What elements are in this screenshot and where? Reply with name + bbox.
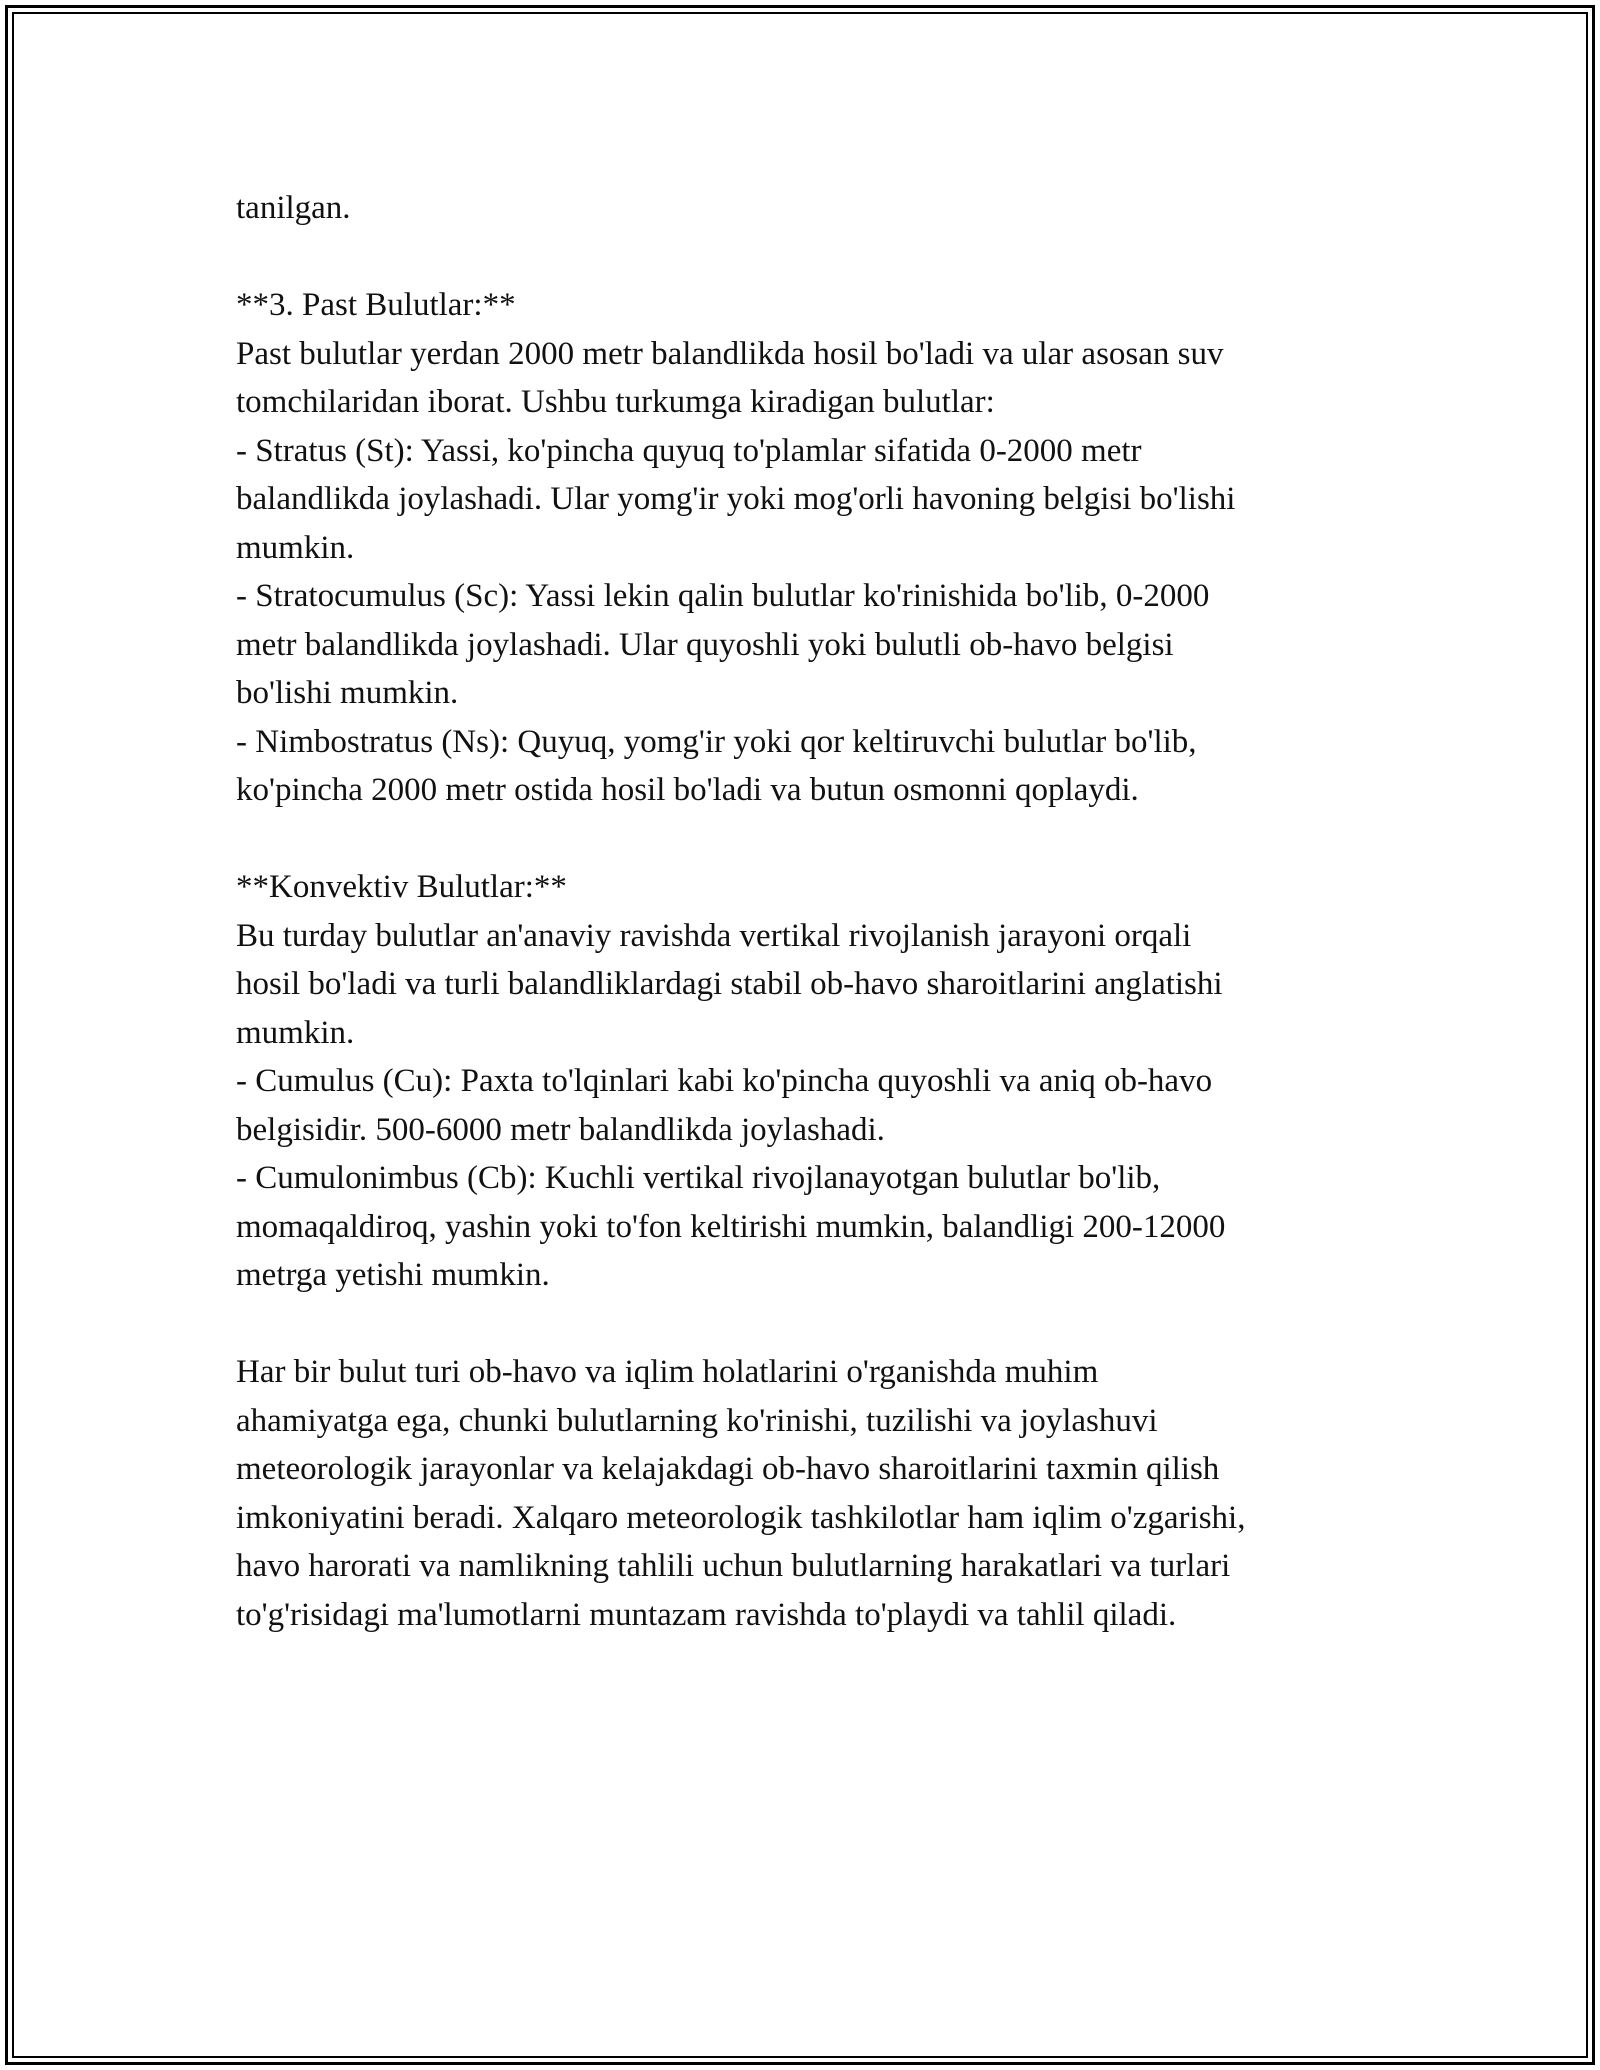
text-line: metrga yetishi mumkin. xyxy=(236,1257,550,1293)
text-line: mumkin. xyxy=(236,1014,355,1051)
text-line: Har bir bulut turi ob-havo va iqlim holatlarini o'rganishda muhim xyxy=(236,1354,1099,1390)
text-line: belgisidir. 500-6000 metr balandlikda joylashadi. xyxy=(236,1111,885,1148)
text-line: ko'pincha 2000 metr ostida hosil bo'ladi va butun osmonni qoplaydi. xyxy=(236,772,1139,808)
list-item-line: - Cumulonimbus (Cb): Kuchli vertikal rivojlanayotgan bulutlar bo'lib, xyxy=(236,1160,1161,1196)
list-item-line: - Stratus (St): Yassi, ko'pincha quyuq to'plamlar sifatida 0-2000 metr xyxy=(236,432,1142,469)
text-line: balandlikda joylashadi. Ular yomg'ir yoki mog'orli havoning belgisi bo'lishi xyxy=(236,481,1236,517)
text-line: tomchilaridan iborat. Ushbu turkumga kiradigan bulutlar: xyxy=(236,384,995,420)
text-line: meteorologik jarayonlar va kelajakdagi ob-havo sharoitlarini taxmin qilish xyxy=(236,1451,1220,1487)
text-line: havo harorati va namlikning tahlili uchun bulutlarning harakatlari va turlari xyxy=(236,1548,1231,1584)
blank-line xyxy=(236,233,1386,282)
text-line: to'g'risidagi ma'lumotlarni muntazam ravishda to'playdi va tahlil qiladi. xyxy=(236,1596,1177,1633)
blank-line xyxy=(236,815,1386,864)
text-line: hosil bo'ladi va turli balandliklardagi stabil ob-havo sharoitlarini anglatishi xyxy=(236,966,1223,1002)
text-line: metr balandlikda joylashadi. Ular quyoshli yoki bulutli ob-havo belgisi xyxy=(236,626,1174,663)
section-heading: **3. Past Bulutlar:** xyxy=(236,287,516,323)
blank-line xyxy=(236,1300,1386,1349)
text-line: tanilgan. xyxy=(236,190,351,226)
text-line: imkoniyatini beradi. Xalqaro meteorologik tashkilotlar ham iqlim o'zgarishi, xyxy=(236,1499,1246,1536)
text-line: ahamiyatga ega, chunki bulutlarning ko'rinishi, tuzilishi va joylashuvi xyxy=(236,1402,1158,1439)
document-body xyxy=(236,184,1386,1639)
text-line: Past bulutlar yerdan 2000 metr balandlikda hosil bo'ladi va ular asosan suv xyxy=(236,335,1224,372)
list-item-line: - Stratocumulus (Sc): Yassi lekin qalin bulutlar ko'rinishida bo'lib, 0-2000 xyxy=(236,578,1210,614)
text-line: bo'lishi mumkin. xyxy=(236,675,459,711)
list-item-line: - Nimbostratus (Ns): Quyuq, yomg'ir yoki qor keltiruvchi bulutlar bo'lib, xyxy=(236,723,1197,760)
section-heading: **Konvektiv Bulutlar:** xyxy=(236,869,567,905)
text-line: Bu turday bulutlar an'anaviy ravishda vertikal rivojlanish jarayoni orqali xyxy=(236,917,1192,954)
list-item-line: - Cumulus (Cu): Paxta to'lqinlari kabi ko'pincha quyoshli va aniq ob-havo xyxy=(236,1063,1213,1099)
text-line: mumkin. xyxy=(236,529,355,566)
text-line: momaqaldiroq, yashin yoki to'fon keltirishi mumkin, balandligi 200-12000 xyxy=(236,1208,1226,1245)
